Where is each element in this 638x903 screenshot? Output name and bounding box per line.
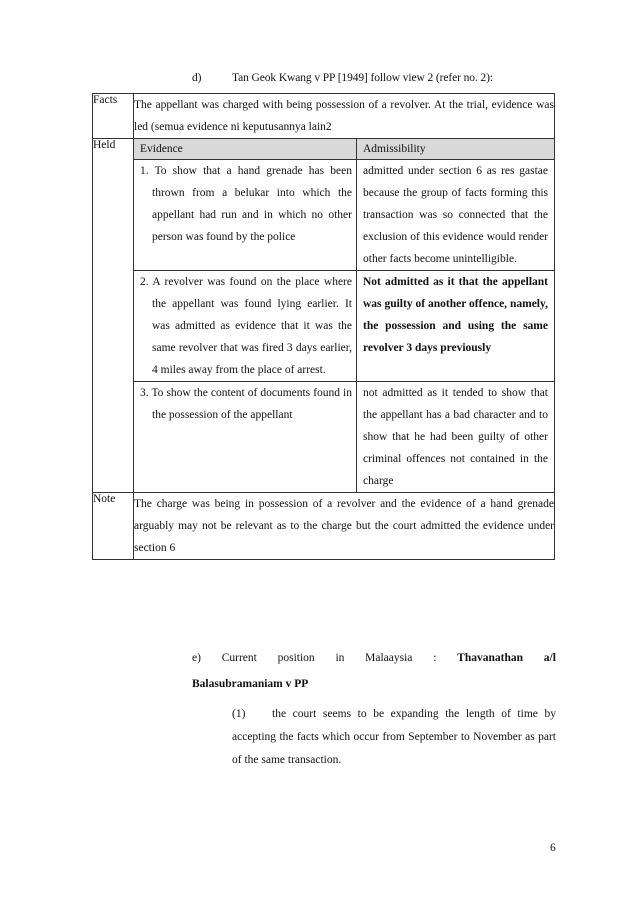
facts-row [93,94,555,139]
evidence-cell [134,271,357,382]
paragraph-1 [232,703,556,772]
evidence-cell [134,160,357,271]
section-e-heading [192,645,556,697]
section-e-line-1 [192,645,556,671]
note-row [93,493,555,560]
page-number: 6 [550,842,556,854]
paragraph-number: (1) [232,708,246,720]
evidence-text: 3. To show the content of documents found in the possession of the appellant [140,387,352,421]
section-e-word: : [433,652,437,664]
case-table [92,93,555,560]
evidence-text: 2. A revolver was found on the place where the appellant was found lying earlier. It was admitted as evidence that it was the same revolver that was fired 3 days earlier, 4 miles away from the place of arrest. [140,276,352,376]
section-e-word: Current [221,652,257,664]
section-d-number: d) [192,72,202,84]
evidence-text: 1. To show that a hand grenade has been thrown from a belukar into which the appellant had run and in which no other person was found by the police [140,165,352,243]
evidence-cell [134,382,357,493]
admissibility-cell: admitted under section 6 as res gastae because the group of facts forming this transaction was so connected that the exclusion of this evidence would render other facts become unintelligible. [357,160,555,271]
evidence-table [134,139,554,492]
case-name-part: a/l [543,652,556,664]
section-e-word: Malaaysia [365,652,413,664]
admissibility-cell: Not admitted as it that the appellant was guilty of another offence, namely, the possession and using the same revolver 3 days previously [357,271,555,382]
section-e-word: in [335,652,345,664]
section-d-heading [192,72,552,84]
evidence-row [134,382,554,493]
paragraph-text: the court seems to be expanding the length of time by accepting the facts which occur from September to November as part of the same transaction. [232,708,556,766]
case-name-line-2: Balasubramaniam v PP [192,678,309,690]
admissibility-cell: not admitted as it tended to show that the appellant has a bad character and to show that he had been guilty of other criminal offences not contained in the charge [363,387,548,487]
section-d-title: Tan Geok Kwang v PP [1949] follow view 2 (refer no. 2): [232,72,493,84]
held-label: Held [93,139,134,493]
section-e-word: position [277,652,315,664]
evidence-row [134,160,554,271]
facts-text: The appellant was charged with being possession of a revolver. At the trial, evidence was led (semua evidence ni keputusannya lain2 [134,94,555,139]
note-label: Note [93,493,134,560]
facts-label: Facts [93,94,134,139]
evidence-row [134,271,554,382]
note-text: The charge was being in possession of a revolver and the evidence of a hand grenade arguably may not be relevant as to the charge but the court admitted the evidence under section 6 [134,493,555,560]
section-e-number: e) [192,652,201,664]
held-row [93,139,555,493]
admissibility-header: Admissibility [357,139,555,160]
held-content [134,139,555,493]
case-name-part: Thavanathan [457,652,523,664]
evidence-header: Evidence [134,139,357,160]
evidence-table-header [134,139,554,160]
